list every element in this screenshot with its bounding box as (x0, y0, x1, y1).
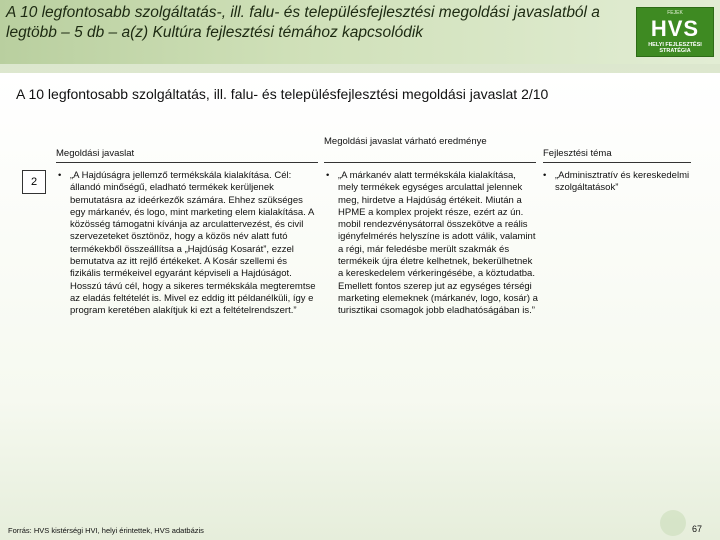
bullet-icon: • (543, 170, 547, 181)
proposal-text (58, 170, 320, 318)
header-title: A 10 legfontosabb szolgáltatás-, ill. falu- és településfejlesztési megoldási javaslatból a legtöbb – 5 db – a(z) Kultúra fejlesztési témához kapcsolódik (6, 4, 600, 41)
outcome-text (326, 170, 538, 318)
page-number: 67 (692, 524, 703, 534)
hvs-logo (636, 7, 714, 57)
logo-top-text: FEJEK (667, 10, 683, 16)
bullet-icon: • (326, 170, 330, 181)
row-number-badge: 2 (22, 170, 46, 194)
column-divider-topic (543, 162, 691, 163)
slide-title: A 10 legfontosabb szolgáltatás, ill. falu- és településfejlesztési megoldási javaslat 2/10 (16, 86, 549, 102)
outcome-body: „A márkanév alatt termékskála kialakítása, mely termékek egységes arculattal jelennek meg, hirdetve a Hajdúság értékeit. Miután a HPME a komplex projekt része, ezért az ún. mobil rendezvénysátorral összekötve a reális igényfelmérés helyszíne is adott válik, valamint a régi, már feledésbe merült szakmák és termékeik újra életre kelhetnek, bekerülhetnek a kereskedelem vérkeringésébe, a köztudatba. Emellett fontos szerep jut az egységes térségi marketing elemeknek (márkanév, logo, kosár) a turisztikai csomagok jobb eladhatóságában is.” (338, 170, 538, 317)
bullet-icon: • (58, 170, 62, 181)
slide-header (0, 0, 720, 64)
column-header-topic: Fejlesztési téma (543, 148, 612, 159)
source-note: Forrás: HVS kistérségi HVI, helyi érintettek, HVS adatbázis (8, 526, 204, 535)
column-header-outcome: Megoldási javaslat várható eredménye (324, 136, 487, 147)
column-header-proposal: Megoldási javaslat (56, 148, 135, 159)
logo-main-text: HVS (650, 16, 700, 41)
logo-sub-text: HELYI FEJLESZTÉSI STRATÉGIA (648, 42, 702, 54)
column-divider-outcome (324, 162, 536, 163)
topic-body: „Adminisztratív és kereskedelmi szolgáltatások” (555, 170, 690, 194)
watermark-logo-icon (660, 510, 686, 536)
column-divider-proposal (56, 162, 318, 163)
proposal-body: „A Hajdúságra jellemző termékskála kialakítása. Cél: állandó minőségű, eladható termékek kerüljenek bemutatásra az ideérkezők számára. Ehhez szükséges egy márkanév, és logo, mint marketing elem kialakítása. A közösség támogatni kívánja az arculattervezést, és civil szervezeteket ösztönöz, hogy a közös név alatt futó termékekből összeállítsa a „Hajdúság Kosarát”, ezzel bemutatva az itt rejlő értékeket. A Kosár szellemi és fizikális termékeivel egyaránt képviseli a Hajdúságot. Hosszú távú cél, hogy a sikeres termékskála megteremtse az eladás feltételét is. Mivel ez eddig itt példanélküli, így e program keretében alakítjuk ki ezt a feltételrendszert.” (70, 170, 316, 317)
topic-text (543, 170, 693, 195)
